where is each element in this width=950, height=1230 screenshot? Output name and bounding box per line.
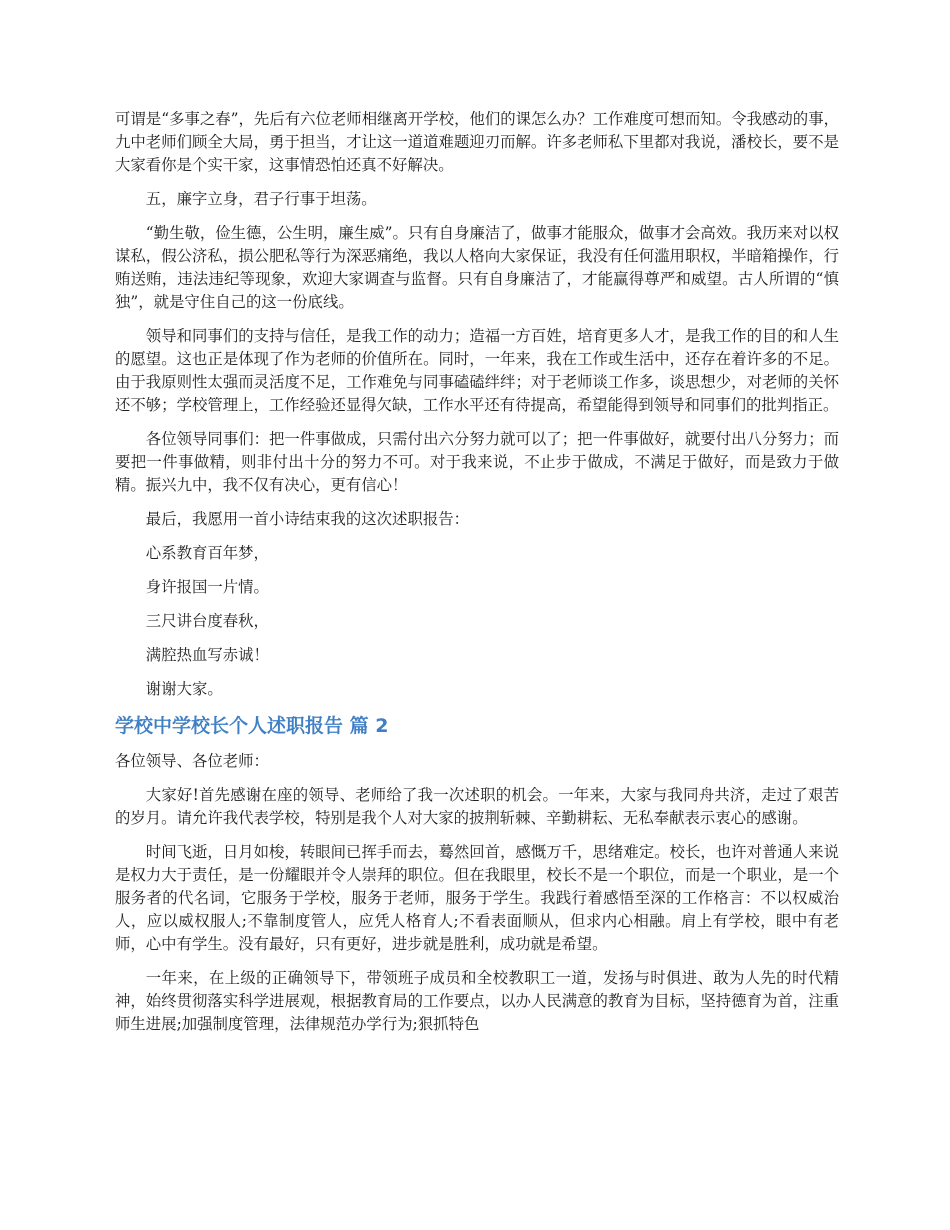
paragraph: 一年来，在上级的正确领导下，带领班子成员和全校教职工一道，发扬与时俱进、敢为人先的时代精神，始终贯彻落实科学进展观，根据教育局的工作要点，以办人民满意的教育为目标，坚持德育为首，注重师生进展;加强制度管理，法律规范办学行为;狠抓特色 <box>115 969 839 1033</box>
section-heading: 学校中学校长个人述职报告 篇 2 <box>115 715 389 737</box>
paragraph: “勤生敬，俭生德，公生明，廉生威”。只有自身廉洁了，做事才能服众，做事才会高效。我历来对以权谋私，假公济私，损公肥私等行为深恶痛绝，我以人格向大家保证，我没有任何滥用职权，半暗箱操作，行贿送贿，违法违纪等现象，欢迎大家调查与监督。只有自身廉洁了，才能赢得尊严和威望。古人所谓的“慎独”，就是守住自己的这一份底线。 <box>115 224 839 311</box>
paragraph: 最后，我愿用一首小诗结束我的这次述职报告： <box>145 510 470 528</box>
paragraph: 各位领导同事们：把一件事做成，只需付出六分努力就可以了；把一件事做好，就要付出八分努力；而要把一件事做精，则非付出十分的努力不可。对于我来说，不止步于做成，不满足于做好，而是致力于做精。振兴九中，我不仅有决心，更有信心！ <box>115 430 839 494</box>
body-section-1 <box>115 108 839 701</box>
paragraph: 领导和同事们的支持与信任，是我工作的动力；造福一方百姓，培育更多人才，是我工作的目的和人生的愿望。这也正是体现了作为老师的价值所在。同时，一年来，我在工作或生活中，还存在着许多的不足。由于我原则性太强而灵活度不足，工作难免与同事磕磕绊绊；对于老师谈工作多，谈思想少，对老师的关怀还不够；学校管理上，工作经验还显得欠缺，工作水平还有待提高，希望能得到领导和同事们的批判指正。 <box>115 327 839 414</box>
paragraph: 时间飞逝，日月如梭，转眼间已挥手而去，蓦然回首，感慨万千，思绪难定。校长，也许对普通人来说是权力大于责任，是一份耀眼并令人崇拜的职位。但在我眼里，校长不是一个职位，而是一个职业，是一个服务者的代名词，它服务于学校，服务于老师，服务于学生。我践行着感悟至深的工作格言：不以权威治人，应以威权服人;不靠制度管人，应凭人格育人;不看表面顺从，但求内心相融。肩上有学校，眼中有老师，心中有学生。没有最好，只有更好，进步就是胜利，成功就是希望。 <box>115 843 839 953</box>
poem-line: 满腔热血写赤诚！ <box>145 646 269 664</box>
poem-line: 心系教育百年梦， <box>145 544 269 562</box>
poem-line: 身许报国一片情。 <box>145 578 269 596</box>
paragraph: 五，廉字立身，君子行事于坦荡。 <box>145 190 377 208</box>
paragraph: 可谓是“多事之春”，先后有六位老师相继离开学校，他们的课怎么办？工作难度可想而知。令我感动的事，九中老师们顾全大局，勇于担当，才让这一道道难题迎刃而解。许多老师私下里都对我说，潘校长，要不是大家看你是个实干家，这事情恐怕还真不好解决。 <box>115 110 839 174</box>
salutation: 各位领导、各位老师： <box>115 752 269 770</box>
closing-line: 谢谢大家。 <box>145 680 223 698</box>
poem-line: 三尺讲台度春秋， <box>145 612 269 630</box>
document-page <box>115 108 839 1047</box>
body-section-2 <box>115 750 839 1036</box>
paragraph: 大家好!首先感谢在座的领导、老师给了我一次述职的机会。一年来，大家与我同舟共济，走过了艰苦的岁月。请允许我代表学校，特别是我个人对大家的披荆斩棘、辛勤耕耘、无私奉献表示衷心的感谢。 <box>115 786 839 827</box>
